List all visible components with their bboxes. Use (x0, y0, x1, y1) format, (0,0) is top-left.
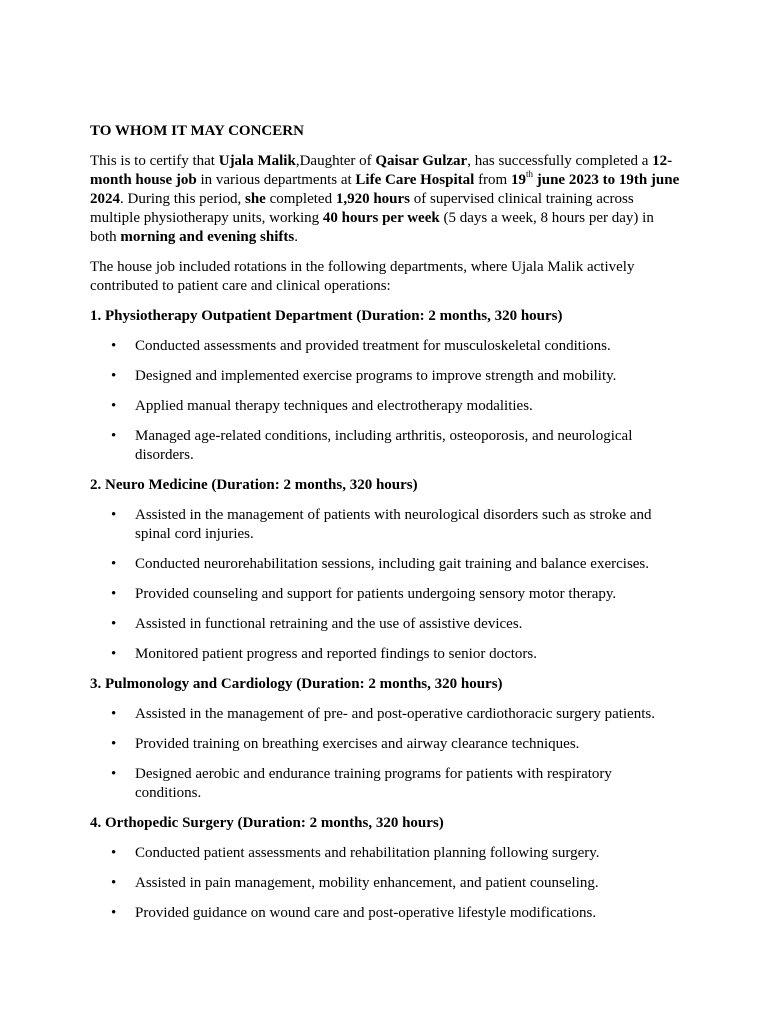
start-day: 19 (510, 172, 526, 188)
list-item (90, 874, 680, 893)
document-heading: TO WHOM IT MAY CONCERN (90, 123, 304, 139)
intro-text: . (294, 229, 298, 245)
list-item (90, 367, 680, 386)
list-item-text: Assisted in pain management, mobility enhancement, and patient counseling. (135, 875, 599, 891)
section-title-orthopedic-surgery: 4. Orthopedic Surgery (Duration: 2 months, 320 hours) (90, 815, 444, 831)
section-list-orthopedic-surgery (90, 844, 680, 923)
list-item (90, 765, 680, 803)
list-item-text: Conducted assessments and provided treatment for musculoskeletal conditions. (135, 338, 611, 354)
section-list-neuro-medicine (90, 506, 680, 664)
bullet-icon: • (111, 507, 117, 523)
list-item (90, 904, 680, 923)
list-item-text: Assisted in the management of pre- and post-operative cardiothoracic surgery patients. (135, 706, 655, 722)
list-item-text: Conducted patient assessments and rehabilitation planning following surgery. (135, 845, 600, 861)
certification-paragraph (90, 152, 680, 247)
bullet-icon: • (111, 338, 117, 354)
list-item-text: Managed age-related conditions, including arthritis, osteoporosis, and neurological disorders. (135, 428, 633, 463)
intro-text: . During this period, (120, 191, 245, 207)
list-item (90, 506, 680, 544)
list-item (90, 645, 680, 664)
section-title-neuro-medicine: 2. Neuro Medicine (Duration: 2 months, 320 hours) (90, 477, 418, 493)
intro-text: completed (265, 191, 336, 207)
section-title-physiotherapy-opd: 1. Physiotherapy Outpatient Department (Duration: 2 months, 320 hours) (90, 308, 563, 324)
list-item (90, 735, 680, 754)
hospital-name: Life Care Hospital (355, 172, 475, 188)
shift-types: morning and evening shifts (120, 229, 295, 245)
bullet-icon: • (111, 766, 117, 782)
list-item-text: Provided training on breathing exercises and airway clearance techniques. (135, 736, 580, 752)
list-item (90, 585, 680, 604)
bullet-icon: • (111, 398, 117, 414)
bullet-icon: • (111, 556, 117, 572)
job-duration: 12-month house job (90, 153, 673, 188)
total-hours: 1,920 hours (335, 191, 411, 207)
list-item-text: Designed aerobic and endurance training programs for patients with respiratory conditions. (135, 766, 612, 801)
intro-text: This is to certify that (90, 153, 219, 169)
bullet-icon: • (111, 616, 117, 632)
list-item-text: Provided guidance on wound care and post-operative lifestyle modifications. (135, 905, 597, 921)
date-range: june 2023 to 19th june 2024 (90, 172, 680, 207)
bullet-icon: • (111, 875, 117, 891)
bullet-icon: • (111, 368, 117, 384)
intro-text: , has successfully completed a (467, 153, 653, 169)
person-name: Ujala Malik (218, 153, 296, 169)
bullet-icon: • (111, 736, 117, 752)
bullet-icon: • (111, 428, 117, 444)
rotations-intro-paragraph: The house job included rotations in the following departments, where Ujala Malik actively contributed to patient care and clinical operations: (90, 259, 635, 294)
bullet-icon: • (111, 646, 117, 662)
list-item (90, 427, 680, 465)
parent-name: Qaisar Gulzar (375, 153, 468, 169)
intro-text: (5 days a week, 8 hours per day) in both (90, 210, 654, 245)
list-item-text: Assisted in functional retraining and the use of assistive devices. (135, 616, 523, 632)
bullet-icon: • (111, 586, 117, 602)
list-item (90, 844, 680, 863)
pronoun: she (245, 191, 266, 207)
list-item-text: Provided counseling and support for patients undergoing sensory motor therapy. (135, 586, 617, 602)
bullet-icon: • (111, 845, 117, 861)
list-item (90, 705, 680, 724)
intro-text: of supervised clinical training across multiple physiotherapy units, working (90, 191, 634, 226)
list-item (90, 615, 680, 634)
section-list-physiotherapy-opd (90, 337, 680, 465)
list-item (90, 337, 680, 356)
section-title-pulmonology-cardiology: 3. Pulmonology and Cardiology (Duration: 2 months, 320 hours) (90, 676, 503, 692)
list-item-text: Designed and implemented exercise programs to improve strength and mobility. (135, 368, 617, 384)
list-item-text: Conducted neurorehabilitation sessions, including gait training and balance exercises. (135, 556, 650, 572)
section-list-pulmonology-cardiology (90, 705, 680, 803)
weekly-hours: 40 hours per week (322, 210, 440, 226)
ordinal-suffix: th (525, 169, 533, 179)
bullet-icon: • (111, 706, 117, 722)
list-item-text: Assisted in the management of patients with neurological disorders such as stroke and spinal cord injuries. (135, 507, 652, 542)
list-item (90, 397, 680, 416)
list-item-text: Applied manual therapy techniques and electrotherapy modalities. (135, 398, 533, 414)
bullet-icon: • (111, 905, 117, 921)
intro-text: in various departments at (196, 172, 356, 188)
list-item-text: Monitored patient progress and reported findings to senior doctors. (135, 646, 537, 662)
intro-text: ,Daughter of (295, 153, 376, 169)
certificate-document (90, 122, 680, 934)
intro-text: from (474, 172, 511, 188)
list-item (90, 555, 680, 574)
